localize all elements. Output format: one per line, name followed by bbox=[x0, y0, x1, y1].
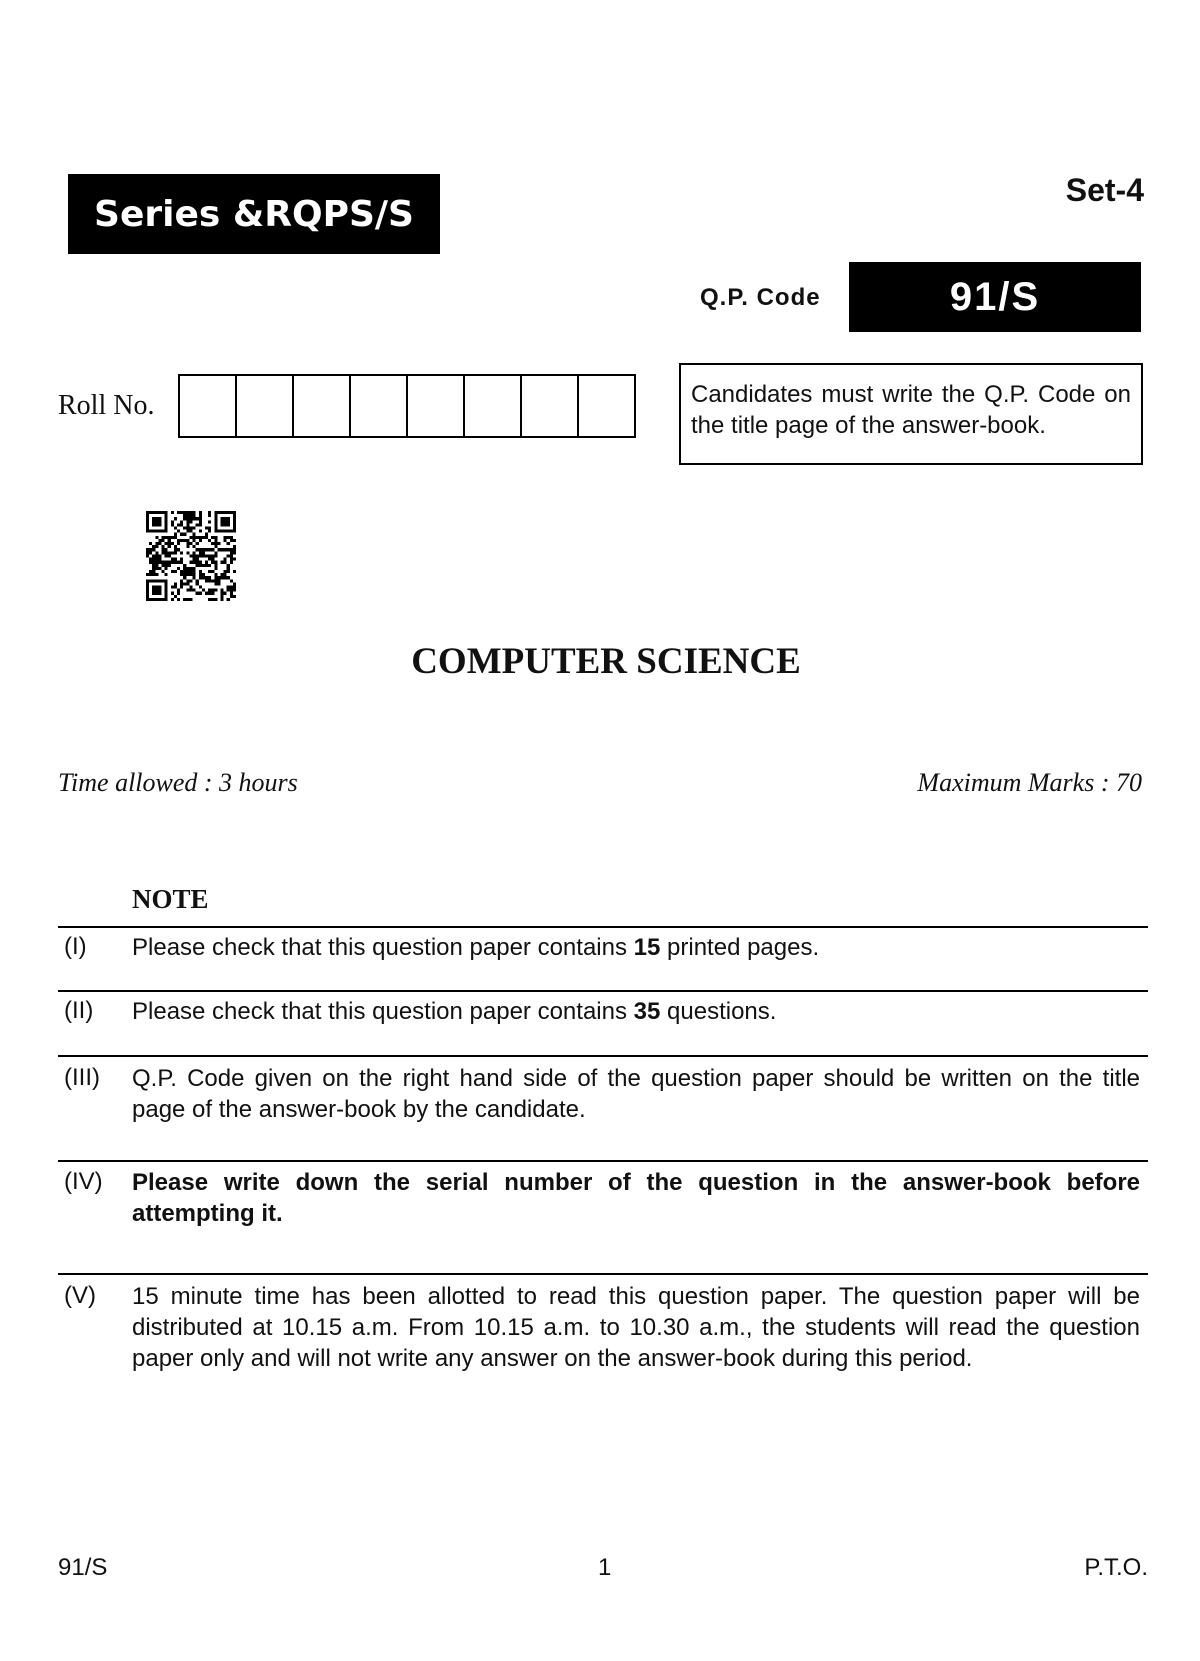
note-item-number: (III) bbox=[64, 1064, 100, 1091]
qr-code-icon bbox=[146, 511, 236, 601]
note-divider bbox=[58, 1055, 1148, 1057]
note-divider bbox=[58, 1160, 1148, 1162]
qp-code-label: Q.P. Code bbox=[700, 284, 821, 311]
subject-title: COMPUTER SCIENCE bbox=[411, 641, 801, 682]
roll-number-digit-box[interactable] bbox=[237, 376, 294, 436]
maximum-marks: Maximum Marks : 70 bbox=[917, 768, 1142, 797]
candidate-instruction-box: Candidates must write the Q.P. Code on the title page of the answer-book. bbox=[679, 363, 1143, 465]
note-item-text-pre: Please check that this question paper contains bbox=[132, 998, 634, 1025]
note-item-text: 15 minute time has been allotted to read this question paper. The question paper will be distributed at 10.15 a.m. From 10.15 a.m. to 10.30 a.m., the students will read the question paper only and will not write any answer on the answer-book during this period. bbox=[132, 1283, 1140, 1372]
roll-number-digit-box[interactable] bbox=[579, 376, 634, 436]
qp-code-value: 91/S bbox=[849, 262, 1141, 332]
note-divider bbox=[58, 990, 1148, 992]
roll-number-boxes[interactable] bbox=[178, 374, 636, 438]
roll-number-digit-box[interactable] bbox=[351, 376, 408, 436]
note-divider bbox=[58, 926, 1148, 928]
set-number: Set-4 bbox=[1065, 172, 1144, 208]
roll-number-digit-box[interactable] bbox=[180, 376, 237, 436]
note-item-number: (V) bbox=[64, 1282, 96, 1309]
roll-number-digit-box[interactable] bbox=[294, 376, 351, 436]
note-item-number: (IV) bbox=[64, 1168, 103, 1195]
note-item-text bbox=[132, 996, 1140, 1027]
note-heading: NOTE bbox=[132, 884, 209, 914]
footer-qp-code: 91/S bbox=[58, 1554, 108, 1581]
note-item-number: (II) bbox=[64, 997, 94, 1024]
note-item-text-post: printed pages. bbox=[660, 934, 820, 961]
note-item-question-count: 35 bbox=[633, 998, 661, 1025]
series-banner: Series &RQPS/S bbox=[68, 174, 440, 254]
note-item-text bbox=[132, 932, 1140, 963]
roll-number-digit-box[interactable] bbox=[408, 376, 465, 436]
note-item-text-post: questions. bbox=[660, 998, 777, 1025]
note-divider bbox=[58, 1273, 1148, 1275]
note-item-text: Please write down the serial number of the question in the answer-book before attempting it. bbox=[132, 1169, 1140, 1227]
note-item-text: Q.P. Code given on the right hand side of the question paper should be written on the title page of the answer-book by the candidate. bbox=[132, 1065, 1140, 1123]
roll-number-label: Roll No. bbox=[58, 390, 155, 421]
note-item-page-count: 15 bbox=[633, 934, 661, 961]
note-item-number: (I) bbox=[64, 933, 87, 960]
note-item-text-pre: Please check that this question paper contains bbox=[132, 934, 634, 961]
roll-number-digit-box[interactable] bbox=[522, 376, 579, 436]
roll-number-digit-box[interactable] bbox=[465, 376, 522, 436]
page-number: 1 bbox=[598, 1554, 612, 1581]
time-allowed: Time allowed : 3 hours bbox=[58, 768, 298, 797]
please-turn-over: P.T.O. bbox=[1084, 1554, 1148, 1581]
